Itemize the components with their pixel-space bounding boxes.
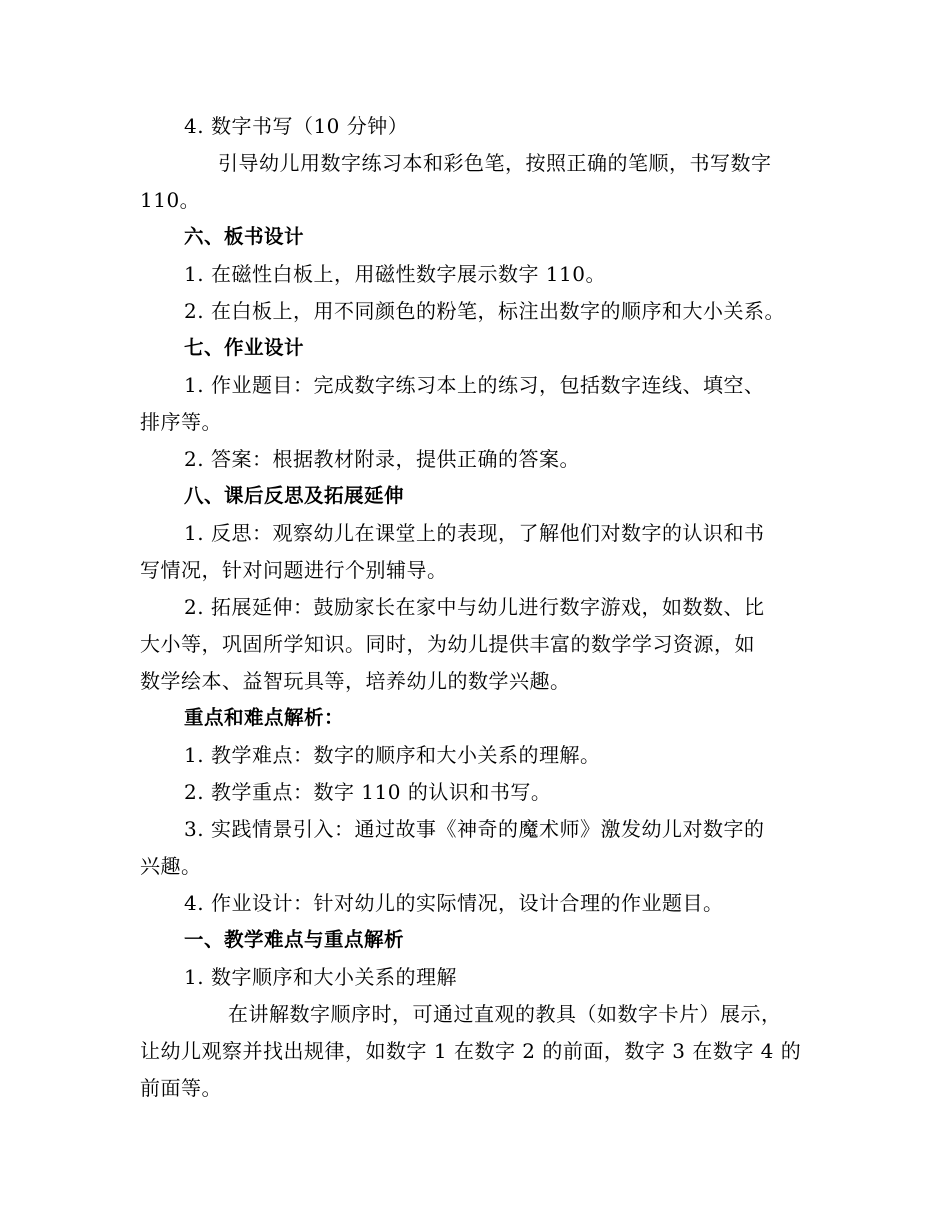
section-heading-key-points: 重点和难点解析： <box>184 706 345 729</box>
paragraph-text: 在讲解数字顺序时，可通过直观的教具（如数字卡片）展示， <box>228 1002 782 1026</box>
list-item: 1. 在磁性白板上，用磁性数字展示数字 110。 <box>184 262 606 286</box>
section-heading-reflection: 八、课后反思及拓展延伸 <box>184 484 405 507</box>
list-item: 2. 答案：根据教材附录，提供正确的答案。 <box>184 447 580 471</box>
list-item: 2. 在白板上，用不同颜色的粉笔，标注出数字的顺序和大小关系。 <box>184 299 785 323</box>
paragraph-text: 兴趣。 <box>140 854 202 878</box>
list-item: 3. 实践情景引入：通过故事《神奇的魔术师》激发幼儿对数字的 <box>184 817 765 841</box>
paragraph-text: 让幼儿观察并找出规律，如数字 1 在数字 2 的前面，数字 3 在数字 4 的 <box>140 1039 802 1063</box>
paragraph-text: 数学绘本、益智玩具等，培养幼儿的数学兴趣。 <box>140 669 571 693</box>
section-heading-homework-design: 七、作业设计 <box>184 336 305 359</box>
list-item: 2. 教学重点：数字 110 的认识和书写。 <box>184 780 552 804</box>
paragraph-text: 引导幼儿用数字练习本和彩色笔，按照正确的笔顺，书写数字 <box>218 151 772 175</box>
section-heading-difficulty-analysis: 一、教学难点与重点解析 <box>184 928 405 951</box>
list-item: 2. 拓展延伸：鼓励家长在家中与幼儿进行数字游戏，如数数、比 <box>184 595 765 619</box>
list-item: 1. 反思：观察幼儿在课堂上的表现，了解他们对数字的认识和书 <box>184 521 765 545</box>
paragraph-text: 排序等。 <box>140 410 222 434</box>
section-heading-board-design: 六、板书设计 <box>184 225 305 248</box>
paragraph-text: 大小等，巩固所学知识。同时，为幼儿提供丰富的数学学习资源，如 <box>140 632 755 656</box>
list-item: 1. 作业题目：完成数字练习本上的练习，包括数字连线、填空、 <box>184 373 765 397</box>
list-item: 4. 作业设计：针对幼儿的实际情况，设计合理的作业题目。 <box>184 891 724 915</box>
list-item: 1. 数字顺序和大小关系的理解 <box>184 965 457 989</box>
list-item: 1. 教学难点：数字的顺序和大小关系的理解。 <box>184 743 601 767</box>
list-item-number-writing: 4. 数字书写（10 分钟） <box>184 114 409 138</box>
paragraph-text: 前面等。 <box>140 1076 222 1100</box>
paragraph-text: 110。 <box>140 188 201 212</box>
paragraph-text: 写情况，针对问题进行个别辅导。 <box>140 558 448 582</box>
